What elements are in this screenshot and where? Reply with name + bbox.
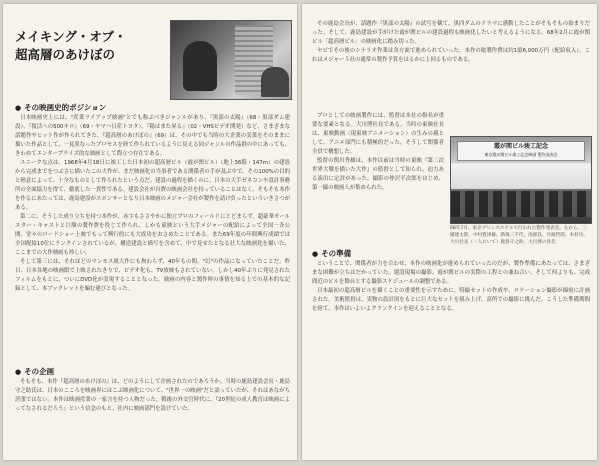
bullet-icon: ● (15, 367, 22, 376)
person-silhouette (183, 41, 217, 91)
section-heading-plan: ● その企画 (15, 367, 55, 376)
title-line-2: 超高層のあけぼの (15, 47, 116, 62)
person-silhouette-2 (261, 67, 289, 97)
right-mid-body (312, 112, 444, 244)
paragraph: ヤビでその後のシナリオ作業は各方面で進められていった。本作の総製作費は約1億6,000万円（配給収入）。これはメジャー５社の通常の製作予算をはるかに上回るものである。 (312, 48, 590, 63)
photo-caption: 68年7月、東京プリンスホテルで行われた製作発表会。左から、三國連太郎、中村賀津雄、新珠三千代、池部良、丹波哲郎、木村功、大川社長（一人おいて）鹿島守之助、大川博の各氏 (450, 226, 588, 245)
title-line-1: メイキング・オブ・ (15, 29, 127, 44)
left-page (3, 4, 298, 460)
paragraph: プロとしての映画製作には、監督は本社の指名が重要な要素となる。大川博社長である。当時の東映社長は、東映動画（現東映アニメーション）の生みの親として、アニメ部門にも積極的だった。そうして関係者全員で構想した。 (312, 113, 444, 155)
paragraph: ユニークな点は、1968年4月18日に竣工した日本初の超高層ビル（霞が関ビル）（地上36階・147m）の建設から完成までをつぶさに描いたこの大作が、まだ映画化の当事者である関係者の手が及ぶ中で、その100%の目的と熱意によって、十全なものとして作られたという点だ。建設の過程を描くのに、日本の大手ゼネコンや設計事務所の全面協力を得て、徹底した一貫性である。建設会社が自費の映画会社を持っていることはなく、そもそも本作を作るにあたっては、鹿島建設がスポンサーとなり日本映画のメジャー会社が製作を請け負ったといういきさつがある。 (15, 160, 290, 211)
paragraph: 監督の関川秀雄は、本作以前は当時の東映『第二次世界大戦を描いた大作』の監督として知られ、迫力ある演出に定評があった。撮影の仲沢半次郎をはじめ、第一線の映画人が集められた。 (312, 158, 444, 191)
section3-body (312, 260, 590, 450)
photo-banner: 霞が関ビル竣工記念 東京霞が関ビル竣工記念映画 製作発表会 (457, 141, 585, 161)
director-photo (170, 20, 292, 100)
paragraph: 日本最初の超高層ビルを描くことの重要性を示すために、特撮セットの作成や、ロケーション撮影が綿密に計画された。美術監督は、実物の設計図をもとに巨大なセットを組み上げ、高所での撮影に挑んだ。こうした準備期間を経て、本作はいよいよクランクインを迎えることとなる。 (312, 288, 590, 312)
section1-body (15, 114, 290, 360)
section2-body (15, 378, 290, 454)
bullet-icon: ● (15, 103, 22, 112)
paragraph: 第二に、そうした成り立ちを持つ本作が、赤字もささやかに独立プロのフィールドにとどまらず、超豪華オールスター・キャストと巨額の製作費を投じて作られ、しかも東映という大手メジャーの配給によって全国一斉公開、堂々のロードショー上映でもって興行的にも大成功をおさめたことである。また69年度の年間興行成績では全国配給10位にランクインされているが、構造建設と描写を含めて、中で見せたとなる壮大な映画化を描いた、ここまでの大作映画も珍しい。 (15, 214, 290, 256)
paragraph: その鹿島会長が、話題作『黒部の太陽』の試写を観て、黒四ダムのドラマに感動したことがそもそもの始まりだった。そして、鹿島建設が手がけた霞が関ビルの建設過程も映画化したいと考えるようになる。68年2月に霞が関ビル「超高層ビル」の映画化に踏み切った。 (312, 21, 590, 45)
people-row (451, 191, 591, 217)
section-heading-position: ● その映画史的ポジション (15, 103, 107, 112)
bullet-icon: ● (312, 249, 319, 258)
paragraph: そもそも、本作『超高層のあけぼの』は、どのようにして企画されたのであろうか。当時の鹿島建設会長・鹿島守之助氏は、日本のこころを映画界にはこぶ映画化について、"世界一の映画"だと語っていたが、それはあながち誇張ではない。本作は映画産業の一家言を持つ人物だった。戦後の外交官時代に、『20世紀の成人教育は映画によってなされるだろう』という信念のもと、社内に映画部門を設けていた。 (15, 379, 290, 412)
right-page (302, 4, 597, 460)
right-top-body (312, 20, 590, 110)
paragraph: 日本映画史上には、"産業ライアップ映画"とでも称ぶべきジャンルがあり、『黒部の太陽』（68・黒部ダム建設）、『復活への500キロ』（69・ヤマハ日産トヨタ）、『陽はまた昇る』（02・VHSビデオ開発）など、さまざまな話題作やヒット作が作られてきた。『超高層のあけぼの』（69）は、その中でも当時の大企業の実業をそのままに描いた作品として、一見異なったプロセスを経て作られているように見える同ジャンルの作品群の中にあっても、きわめてエンタープライズ的な映画として際立つ存在である。 (15, 115, 290, 157)
press-conference-photo (450, 136, 592, 224)
paragraph: そして第三には、それほどのマンモス級大作にも拘わらず、40年もの間、"幻"の作品になっていたことだ。昨日、日本各地の映画館で上映されたきりで、ビデオ化も、TV放映もされていない。しかし40年ぶりに発見されたフィルムをもとに、ついにDVD化が実現することとなった。映画の内容と製作時の事情を知る上での基本的な記録として、本ブックレットを編む運びとなった。 (15, 259, 290, 292)
section-heading-prep: ● その準備 (312, 249, 352, 258)
paragraph: ということで、関係者が力を合わせ、本作の映画化が進められていったのだが、製作準備にあたっては、さまざまな困難が立ちはだかっていた。建設現場の撮影、霞が関ビルの実際の工程との兼ね合い、そして何よりも、完成間近のビルを舞台とする撮影スケジュールの調整である。 (312, 261, 590, 285)
page-title (15, 28, 175, 64)
